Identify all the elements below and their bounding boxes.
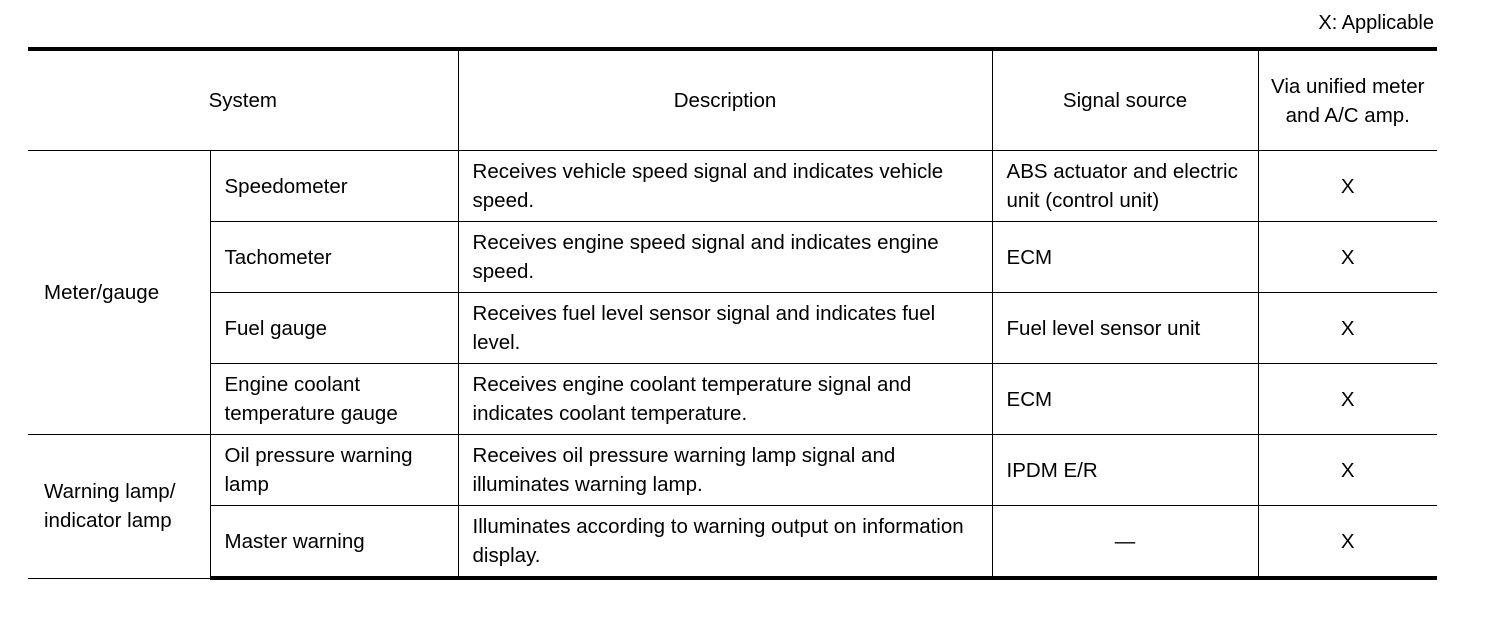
description-cell: Receives oil pressure warning lamp signal and illuminates warning lamp. <box>458 435 992 506</box>
applicable-mark: X <box>1258 151 1437 222</box>
description-cell: Receives engine speed signal and indicates engine speed. <box>458 222 992 293</box>
signal-source-cell: ECM <box>992 222 1258 293</box>
header-row <box>28 49 1437 151</box>
table-row <box>28 293 1437 364</box>
header-signal-source: Signal source <box>992 49 1258 151</box>
applicable-legend: X: Applicable <box>1318 12 1434 34</box>
table-row <box>28 364 1437 435</box>
description-cell: Illuminates according to warning output on information display. <box>458 506 992 579</box>
header-description: Description <box>458 49 992 151</box>
system-group-warning-lamp: Warning lamp/ indicator lamp <box>28 435 210 579</box>
applicable-mark: X <box>1258 506 1437 579</box>
system-item: Engine coolant temperature gauge <box>210 364 458 435</box>
signal-source-cell: Fuel level sensor unit <box>992 293 1258 364</box>
signal-source-cell: IPDM E/R <box>992 435 1258 506</box>
description-cell: Receives fuel level sensor signal and indicates fuel level. <box>458 293 992 364</box>
system-item: Fuel gauge <box>210 293 458 364</box>
signal-source-cell: ECM <box>992 364 1258 435</box>
description-cell: Receives vehicle speed signal and indicates vehicle speed. <box>458 151 992 222</box>
system-group-meter-gauge: Meter/gauge <box>28 151 210 435</box>
system-item: Tachometer <box>210 222 458 293</box>
system-item: Speedometer <box>210 151 458 222</box>
applicable-mark: X <box>1258 222 1437 293</box>
table-row <box>28 435 1437 506</box>
table-row <box>28 222 1437 293</box>
description-cell: Receives engine coolant temperature signal and indicates coolant temperature. <box>458 364 992 435</box>
header-system: System <box>28 49 458 151</box>
applicable-mark: X <box>1258 364 1437 435</box>
system-item: Master warning <box>210 506 458 579</box>
system-item: Oil pressure warning lamp <box>210 435 458 506</box>
applicable-mark: X <box>1258 435 1437 506</box>
signal-source-cell: ABS actuator and electric unit (control unit) <box>992 151 1258 222</box>
applicable-mark: X <box>1258 293 1437 364</box>
table-row <box>28 151 1437 222</box>
table-row <box>28 506 1437 579</box>
signal-source-cell: — <box>992 506 1258 579</box>
meter-system-table <box>28 47 1437 580</box>
header-via-unified-meter: Via unified meter and A/C amp. <box>1258 49 1437 151</box>
